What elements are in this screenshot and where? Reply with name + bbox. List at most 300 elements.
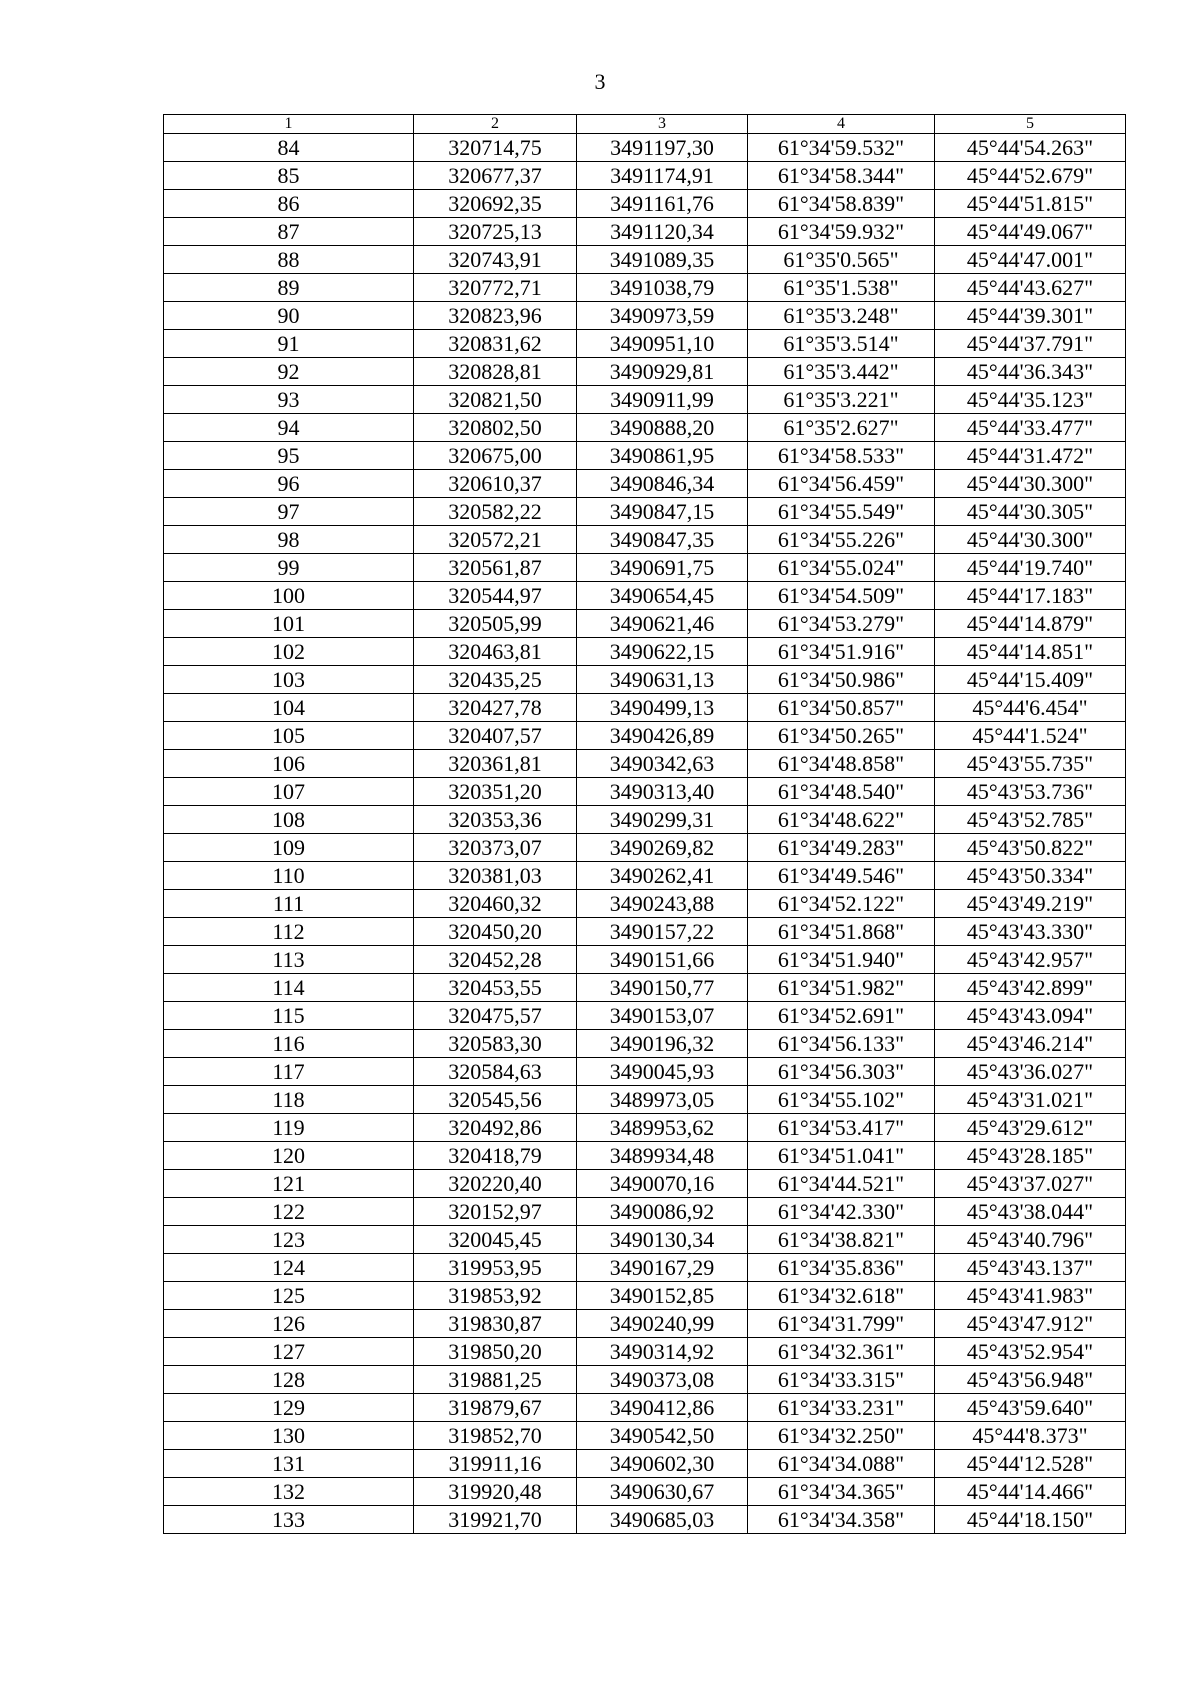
- x-coordinate-cell: 320220,40: [414, 1170, 577, 1198]
- table-row: [164, 526, 1126, 554]
- x-coordinate-cell: 320452,28: [414, 946, 577, 974]
- y-coordinate-cell: 3490269,82: [577, 834, 748, 862]
- longitude-cell: 45°43'52.785": [935, 806, 1126, 834]
- y-coordinate-cell: 3489973,05: [577, 1086, 748, 1114]
- table-row: [164, 582, 1126, 610]
- latitude-cell: 61°34'54.509": [748, 582, 935, 610]
- latitude-cell: 61°35'1.538": [748, 274, 935, 302]
- table-row: [164, 162, 1126, 190]
- x-coordinate-cell: 320821,50: [414, 386, 577, 414]
- y-coordinate-cell: 3490299,31: [577, 806, 748, 834]
- latitude-cell: 61°34'32.618": [748, 1282, 935, 1310]
- longitude-cell: 45°43'42.899": [935, 974, 1126, 1002]
- latitude-cell: 61°34'52.122": [748, 890, 935, 918]
- longitude-cell: 45°44'31.472": [935, 442, 1126, 470]
- x-coordinate-cell: 320407,57: [414, 722, 577, 750]
- latitude-cell: 61°35'3.248": [748, 302, 935, 330]
- longitude-cell: 45°44'39.301": [935, 302, 1126, 330]
- y-coordinate-cell: 3491120,34: [577, 218, 748, 246]
- latitude-cell: 61°34'51.041": [748, 1142, 935, 1170]
- y-coordinate-cell: 3491197,30: [577, 134, 748, 162]
- table-row: [164, 302, 1126, 330]
- table-row: [164, 806, 1126, 834]
- longitude-cell: 45°43'53.736": [935, 778, 1126, 806]
- longitude-cell: 45°44'14.879": [935, 610, 1126, 638]
- latitude-cell: 61°35'3.221": [748, 386, 935, 414]
- latitude-cell: 61°34'42.330": [748, 1198, 935, 1226]
- latitude-cell: 61°34'44.521": [748, 1170, 935, 1198]
- table-row: [164, 414, 1126, 442]
- y-coordinate-cell: 3490262,41: [577, 862, 748, 890]
- x-coordinate-cell: 320583,30: [414, 1030, 577, 1058]
- y-coordinate-cell: 3490086,92: [577, 1198, 748, 1226]
- longitude-cell: 45°44'8.373": [935, 1422, 1126, 1450]
- point-number-cell: 117: [164, 1058, 414, 1086]
- point-number-cell: 112: [164, 918, 414, 946]
- latitude-cell: 61°34'49.546": [748, 862, 935, 890]
- x-coordinate-cell: 320544,97: [414, 582, 577, 610]
- longitude-cell: 45°43'50.334": [935, 862, 1126, 890]
- table-row: [164, 218, 1126, 246]
- longitude-cell: 45°43'59.640": [935, 1394, 1126, 1422]
- point-number-cell: 119: [164, 1114, 414, 1142]
- y-coordinate-cell: 3490630,67: [577, 1478, 748, 1506]
- table-row: [164, 834, 1126, 862]
- table-row: [164, 974, 1126, 1002]
- table-row: [164, 750, 1126, 778]
- y-coordinate-cell: 3490196,32: [577, 1030, 748, 1058]
- point-number-cell: 96: [164, 470, 414, 498]
- x-coordinate-cell: 320460,32: [414, 890, 577, 918]
- longitude-cell: 45°43'52.954": [935, 1338, 1126, 1366]
- point-number-cell: 88: [164, 246, 414, 274]
- table-row: [164, 1254, 1126, 1282]
- longitude-cell: 45°44'43.627": [935, 274, 1126, 302]
- x-coordinate-cell: 320677,37: [414, 162, 577, 190]
- latitude-cell: 61°34'55.102": [748, 1086, 935, 1114]
- latitude-cell: 61°34'48.622": [748, 806, 935, 834]
- y-coordinate-cell: 3490342,63: [577, 750, 748, 778]
- table-row: [164, 778, 1126, 806]
- y-coordinate-cell: 3490240,99: [577, 1310, 748, 1338]
- page-number: 3: [594, 69, 606, 94]
- column-header-5: 5: [935, 115, 1126, 134]
- x-coordinate-cell: 320453,55: [414, 974, 577, 1002]
- point-number-cell: 89: [164, 274, 414, 302]
- point-number-cell: 126: [164, 1310, 414, 1338]
- y-coordinate-cell: 3490130,34: [577, 1226, 748, 1254]
- longitude-cell: 45°44'19.740": [935, 554, 1126, 582]
- x-coordinate-cell: 320561,87: [414, 554, 577, 582]
- longitude-cell: 45°43'41.983": [935, 1282, 1126, 1310]
- longitude-cell: 45°43'38.044": [935, 1198, 1126, 1226]
- longitude-cell: 45°44'36.343": [935, 358, 1126, 386]
- x-coordinate-cell: 319920,48: [414, 1478, 577, 1506]
- latitude-cell: 61°35'2.627": [748, 414, 935, 442]
- point-number-cell: 113: [164, 946, 414, 974]
- point-number-cell: 114: [164, 974, 414, 1002]
- point-number-cell: 109: [164, 834, 414, 862]
- y-coordinate-cell: 3491089,35: [577, 246, 748, 274]
- point-number-cell: 115: [164, 1002, 414, 1030]
- y-coordinate-cell: 3490426,89: [577, 722, 748, 750]
- latitude-cell: 61°34'33.315": [748, 1366, 935, 1394]
- table-row: [164, 386, 1126, 414]
- x-coordinate-cell: 320435,25: [414, 666, 577, 694]
- table-row: [164, 274, 1126, 302]
- y-coordinate-cell: 3491038,79: [577, 274, 748, 302]
- point-number-cell: 84: [164, 134, 414, 162]
- table-row: [164, 498, 1126, 526]
- longitude-cell: 45°43'28.185": [935, 1142, 1126, 1170]
- x-coordinate-cell: 320152,97: [414, 1198, 577, 1226]
- table-row: [164, 1198, 1126, 1226]
- point-number-cell: 127: [164, 1338, 414, 1366]
- point-number-cell: 133: [164, 1506, 414, 1534]
- y-coordinate-cell: 3490314,92: [577, 1338, 748, 1366]
- longitude-cell: 45°44'54.263": [935, 134, 1126, 162]
- point-number-cell: 118: [164, 1086, 414, 1114]
- x-coordinate-cell: 319850,20: [414, 1338, 577, 1366]
- x-coordinate-cell: 320475,57: [414, 1002, 577, 1030]
- point-number-cell: 129: [164, 1394, 414, 1422]
- table-header: [164, 115, 1126, 134]
- point-number-cell: 91: [164, 330, 414, 358]
- x-coordinate-cell: 320492,86: [414, 1114, 577, 1142]
- y-coordinate-cell: 3490153,07: [577, 1002, 748, 1030]
- longitude-cell: 45°44'14.466": [935, 1478, 1126, 1506]
- latitude-cell: 61°34'56.133": [748, 1030, 935, 1058]
- x-coordinate-cell: 320418,79: [414, 1142, 577, 1170]
- latitude-cell: 61°34'52.691": [748, 1002, 935, 1030]
- longitude-cell: 45°43'55.735": [935, 750, 1126, 778]
- point-number-cell: 111: [164, 890, 414, 918]
- longitude-cell: 45°43'31.021": [935, 1086, 1126, 1114]
- longitude-cell: 45°44'12.528": [935, 1450, 1126, 1478]
- y-coordinate-cell: 3490412,86: [577, 1394, 748, 1422]
- x-coordinate-cell: 320427,78: [414, 694, 577, 722]
- x-coordinate-cell: 320828,81: [414, 358, 577, 386]
- y-coordinate-cell: 3490685,03: [577, 1506, 748, 1534]
- y-coordinate-cell: 3490602,30: [577, 1450, 748, 1478]
- x-coordinate-cell: 319830,87: [414, 1310, 577, 1338]
- latitude-cell: 61°34'55.226": [748, 526, 935, 554]
- column-header-3: 3: [577, 115, 748, 134]
- table-row: [164, 1114, 1126, 1142]
- y-coordinate-cell: 3491174,91: [577, 162, 748, 190]
- x-coordinate-cell: 320582,22: [414, 498, 577, 526]
- table-row: [164, 918, 1126, 946]
- latitude-cell: 61°34'55.024": [748, 554, 935, 582]
- x-coordinate-cell: 320463,81: [414, 638, 577, 666]
- x-coordinate-cell: 320831,62: [414, 330, 577, 358]
- y-coordinate-cell: 3490621,46: [577, 610, 748, 638]
- point-number-cell: 87: [164, 218, 414, 246]
- point-number-cell: 131: [164, 1450, 414, 1478]
- coordinates-table: [163, 114, 1126, 1534]
- table-row: [164, 442, 1126, 470]
- latitude-cell: 61°34'48.858": [748, 750, 935, 778]
- x-coordinate-cell: 320045,45: [414, 1226, 577, 1254]
- longitude-cell: 45°44'30.305": [935, 498, 1126, 526]
- longitude-cell: 45°44'35.123": [935, 386, 1126, 414]
- y-coordinate-cell: 3490888,20: [577, 414, 748, 442]
- table-row: [164, 1170, 1126, 1198]
- latitude-cell: 61°34'55.549": [748, 498, 935, 526]
- latitude-cell: 61°34'58.533": [748, 442, 935, 470]
- longitude-cell: 45°43'43.094": [935, 1002, 1126, 1030]
- x-coordinate-cell: 319953,95: [414, 1254, 577, 1282]
- longitude-cell: 45°44'30.300": [935, 470, 1126, 498]
- point-number-cell: 104: [164, 694, 414, 722]
- table-row: [164, 1030, 1126, 1058]
- x-coordinate-cell: 320675,00: [414, 442, 577, 470]
- table-body: [164, 134, 1126, 1534]
- x-coordinate-cell: 320351,20: [414, 778, 577, 806]
- longitude-cell: 45°43'43.330": [935, 918, 1126, 946]
- x-coordinate-cell: 320584,63: [414, 1058, 577, 1086]
- x-coordinate-cell: 320823,96: [414, 302, 577, 330]
- table-row: [164, 722, 1126, 750]
- latitude-cell: 61°34'32.250": [748, 1422, 935, 1450]
- x-coordinate-cell: 320725,13: [414, 218, 577, 246]
- longitude-cell: 45°44'47.001": [935, 246, 1126, 274]
- x-coordinate-cell: 319852,70: [414, 1422, 577, 1450]
- latitude-cell: 61°35'3.442": [748, 358, 935, 386]
- y-coordinate-cell: 3490045,93: [577, 1058, 748, 1086]
- table-row: [164, 638, 1126, 666]
- point-number-cell: 128: [164, 1366, 414, 1394]
- point-number-cell: 86: [164, 190, 414, 218]
- y-coordinate-cell: 3490631,13: [577, 666, 748, 694]
- point-number-cell: 101: [164, 610, 414, 638]
- longitude-cell: 45°44'52.679": [935, 162, 1126, 190]
- point-number-cell: 125: [164, 1282, 414, 1310]
- column-header-4: 4: [748, 115, 935, 134]
- latitude-cell: 61°34'50.857": [748, 694, 935, 722]
- latitude-cell: 61°34'34.358": [748, 1506, 935, 1534]
- table-row: [164, 358, 1126, 386]
- longitude-cell: 45°43'43.137": [935, 1254, 1126, 1282]
- y-coordinate-cell: 3490846,34: [577, 470, 748, 498]
- longitude-cell: 45°43'47.912": [935, 1310, 1126, 1338]
- latitude-cell: 61°34'50.265": [748, 722, 935, 750]
- table-row: [164, 134, 1126, 162]
- point-number-cell: 106: [164, 750, 414, 778]
- longitude-cell: 45°44'6.454": [935, 694, 1126, 722]
- point-number-cell: 97: [164, 498, 414, 526]
- table-row: [164, 1506, 1126, 1534]
- y-coordinate-cell: 3489953,62: [577, 1114, 748, 1142]
- point-number-cell: 93: [164, 386, 414, 414]
- y-coordinate-cell: 3490313,40: [577, 778, 748, 806]
- y-coordinate-cell: 3490373,08: [577, 1366, 748, 1394]
- x-coordinate-cell: 320692,35: [414, 190, 577, 218]
- column-header-2: 2: [414, 115, 577, 134]
- x-coordinate-cell: 320361,81: [414, 750, 577, 778]
- latitude-cell: 61°34'58.839": [748, 190, 935, 218]
- y-coordinate-cell: 3490847,15: [577, 498, 748, 526]
- point-number-cell: 123: [164, 1226, 414, 1254]
- latitude-cell: 61°34'56.303": [748, 1058, 935, 1086]
- point-number-cell: 132: [164, 1478, 414, 1506]
- latitude-cell: 61°34'50.986": [748, 666, 935, 694]
- table-row: [164, 1366, 1126, 1394]
- latitude-cell: 61°34'53.417": [748, 1114, 935, 1142]
- table-row: [164, 946, 1126, 974]
- longitude-cell: 45°44'1.524": [935, 722, 1126, 750]
- table-row: [164, 862, 1126, 890]
- x-coordinate-cell: 320545,56: [414, 1086, 577, 1114]
- y-coordinate-cell: 3490542,50: [577, 1422, 748, 1450]
- x-coordinate-cell: 320743,91: [414, 246, 577, 274]
- x-coordinate-cell: 320714,75: [414, 134, 577, 162]
- latitude-cell: 61°34'34.365": [748, 1478, 935, 1506]
- table-row: [164, 470, 1126, 498]
- latitude-cell: 61°34'49.283": [748, 834, 935, 862]
- longitude-cell: 45°43'40.796": [935, 1226, 1126, 1254]
- longitude-cell: 45°44'37.791": [935, 330, 1126, 358]
- x-coordinate-cell: 319879,67: [414, 1394, 577, 1422]
- latitude-cell: 61°35'3.514": [748, 330, 935, 358]
- x-coordinate-cell: 320572,21: [414, 526, 577, 554]
- table-row: [164, 1086, 1126, 1114]
- latitude-cell: 61°34'32.361": [748, 1338, 935, 1366]
- longitude-cell: 45°43'29.612": [935, 1114, 1126, 1142]
- y-coordinate-cell: 3490157,22: [577, 918, 748, 946]
- latitude-cell: 61°34'51.982": [748, 974, 935, 1002]
- longitude-cell: 45°44'49.067": [935, 218, 1126, 246]
- y-coordinate-cell: 3490847,35: [577, 526, 748, 554]
- table-row: [164, 1450, 1126, 1478]
- point-number-cell: 120: [164, 1142, 414, 1170]
- y-coordinate-cell: 3491161,76: [577, 190, 748, 218]
- point-number-cell: 110: [164, 862, 414, 890]
- point-number-cell: 130: [164, 1422, 414, 1450]
- x-coordinate-cell: 320772,71: [414, 274, 577, 302]
- y-coordinate-cell: 3490167,29: [577, 1254, 748, 1282]
- point-number-cell: 90: [164, 302, 414, 330]
- table-row: [164, 1282, 1126, 1310]
- x-coordinate-cell: 320505,99: [414, 610, 577, 638]
- x-coordinate-cell: 320610,37: [414, 470, 577, 498]
- header-row: [164, 115, 1126, 134]
- table-row: [164, 1226, 1126, 1254]
- y-coordinate-cell: 3490070,16: [577, 1170, 748, 1198]
- latitude-cell: 61°34'58.344": [748, 162, 935, 190]
- x-coordinate-cell: 320802,50: [414, 414, 577, 442]
- point-number-cell: 122: [164, 1198, 414, 1226]
- y-coordinate-cell: 3490243,88: [577, 890, 748, 918]
- table-row: [164, 1338, 1126, 1366]
- longitude-cell: 45°44'15.409": [935, 666, 1126, 694]
- point-number-cell: 116: [164, 1030, 414, 1058]
- point-number-cell: 124: [164, 1254, 414, 1282]
- y-coordinate-cell: 3490861,95: [577, 442, 748, 470]
- latitude-cell: 61°35'0.565": [748, 246, 935, 274]
- point-number-cell: 95: [164, 442, 414, 470]
- table-row: [164, 666, 1126, 694]
- table-row: [164, 1422, 1126, 1450]
- y-coordinate-cell: 3490152,85: [577, 1282, 748, 1310]
- y-coordinate-cell: 3490499,13: [577, 694, 748, 722]
- x-coordinate-cell: 319921,70: [414, 1506, 577, 1534]
- y-coordinate-cell: 3490150,77: [577, 974, 748, 1002]
- y-coordinate-cell: 3490654,45: [577, 582, 748, 610]
- point-number-cell: 85: [164, 162, 414, 190]
- longitude-cell: 45°43'42.957": [935, 946, 1126, 974]
- latitude-cell: 61°34'48.540": [748, 778, 935, 806]
- y-coordinate-cell: 3490929,81: [577, 358, 748, 386]
- x-coordinate-cell: 320450,20: [414, 918, 577, 946]
- table-row: [164, 1394, 1126, 1422]
- table-row: [164, 1478, 1126, 1506]
- table-row: [164, 190, 1126, 218]
- table-row: [164, 890, 1126, 918]
- longitude-cell: 45°43'50.822": [935, 834, 1126, 862]
- point-number-cell: 103: [164, 666, 414, 694]
- point-number-cell: 98: [164, 526, 414, 554]
- longitude-cell: 45°44'17.183": [935, 582, 1126, 610]
- x-coordinate-cell: 319911,16: [414, 1450, 577, 1478]
- y-coordinate-cell: 3490951,10: [577, 330, 748, 358]
- longitude-cell: 45°43'49.219": [935, 890, 1126, 918]
- point-number-cell: 99: [164, 554, 414, 582]
- y-coordinate-cell: 3489934,48: [577, 1142, 748, 1170]
- latitude-cell: 61°34'56.459": [748, 470, 935, 498]
- latitude-cell: 61°34'51.916": [748, 638, 935, 666]
- point-number-cell: 100: [164, 582, 414, 610]
- y-coordinate-cell: 3490622,15: [577, 638, 748, 666]
- table-row: [164, 1002, 1126, 1030]
- column-header-1: 1: [164, 115, 414, 134]
- longitude-cell: 45°44'14.851": [935, 638, 1126, 666]
- longitude-cell: 45°44'33.477": [935, 414, 1126, 442]
- point-number-cell: 105: [164, 722, 414, 750]
- table-row: [164, 330, 1126, 358]
- point-number-cell: 102: [164, 638, 414, 666]
- point-number-cell: 94: [164, 414, 414, 442]
- longitude-cell: 45°43'36.027": [935, 1058, 1126, 1086]
- y-coordinate-cell: 3490151,66: [577, 946, 748, 974]
- longitude-cell: 45°44'51.815": [935, 190, 1126, 218]
- latitude-cell: 61°34'31.799": [748, 1310, 935, 1338]
- longitude-cell: 45°43'46.214": [935, 1030, 1126, 1058]
- y-coordinate-cell: 3490911,99: [577, 386, 748, 414]
- point-number-cell: 107: [164, 778, 414, 806]
- table-row: [164, 610, 1126, 638]
- table-row: [164, 694, 1126, 722]
- longitude-cell: 45°43'37.027": [935, 1170, 1126, 1198]
- longitude-cell: 45°44'30.300": [935, 526, 1126, 554]
- table-row: [164, 1058, 1126, 1086]
- latitude-cell: 61°34'34.088": [748, 1450, 935, 1478]
- latitude-cell: 61°34'59.532": [748, 134, 935, 162]
- latitude-cell: 61°34'38.821": [748, 1226, 935, 1254]
- x-coordinate-cell: 320381,03: [414, 862, 577, 890]
- y-coordinate-cell: 3490691,75: [577, 554, 748, 582]
- latitude-cell: 61°34'59.932": [748, 218, 935, 246]
- longitude-cell: 45°43'56.948": [935, 1366, 1126, 1394]
- table-row: [164, 1310, 1126, 1338]
- x-coordinate-cell: 319881,25: [414, 1366, 577, 1394]
- latitude-cell: 61°34'51.868": [748, 918, 935, 946]
- point-number-cell: 121: [164, 1170, 414, 1198]
- x-coordinate-cell: 319853,92: [414, 1282, 577, 1310]
- point-number-cell: 92: [164, 358, 414, 386]
- y-coordinate-cell: 3490973,59: [577, 302, 748, 330]
- x-coordinate-cell: 320373,07: [414, 834, 577, 862]
